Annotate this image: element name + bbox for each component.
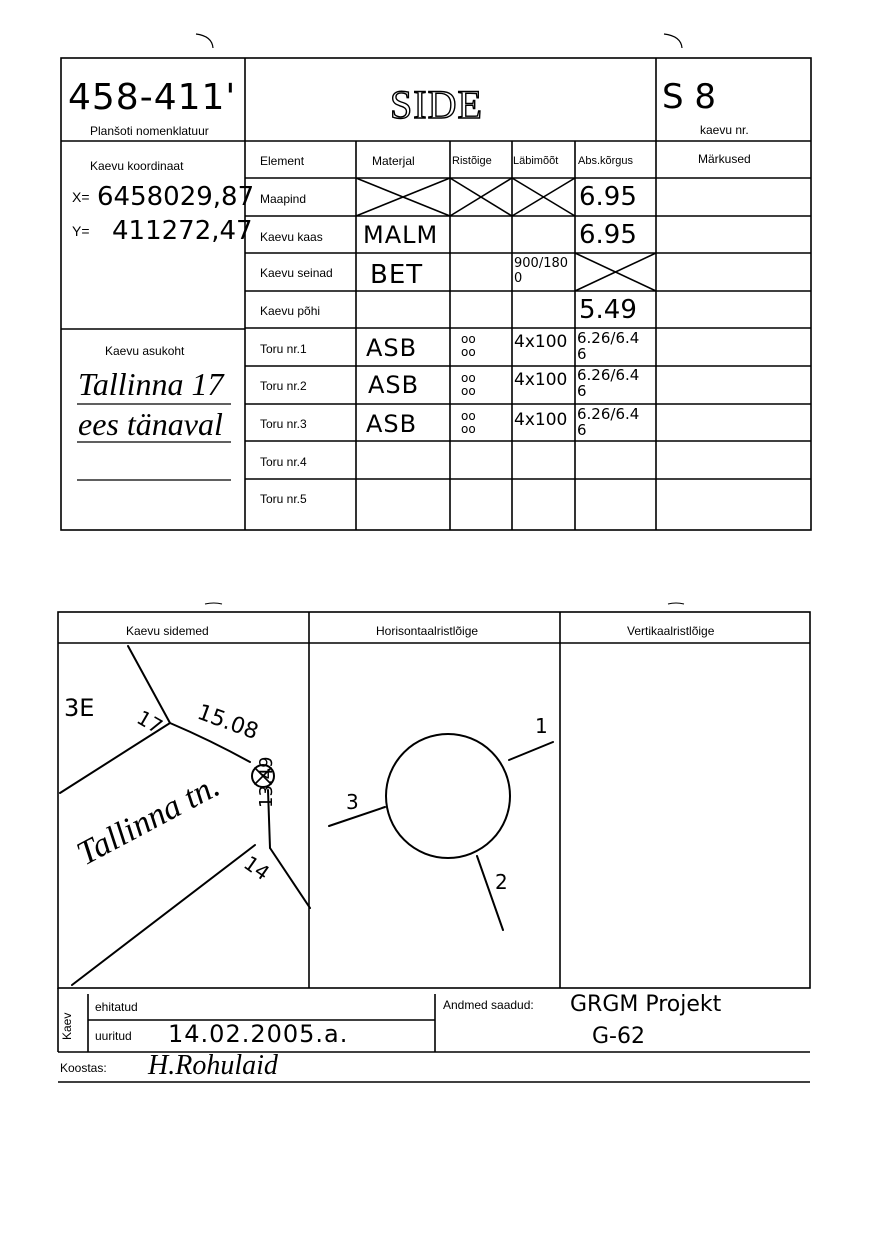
sketch-street-name: Tallinna tn. [71, 767, 226, 873]
header-diameter: Läbimõõt [513, 155, 559, 167]
row-element-label: Toru nr.3 [260, 417, 307, 431]
row-element-label: Kaevu seinad [260, 266, 333, 280]
row-element-label: Kaevu põhi [260, 304, 321, 318]
abs-value: 6.26/6.46 [577, 405, 640, 439]
material-value: MALM [363, 221, 439, 249]
diameter-value: 900/1800 [514, 256, 569, 286]
section-vertical-title: Vertikaalristlõige [627, 624, 715, 638]
row-element-label: Toru nr.2 [260, 379, 307, 393]
well-number-label: kaevu nr. [700, 123, 749, 137]
row-element-label: Maapind [260, 192, 307, 206]
header-cross-section: Ristõige [452, 155, 492, 167]
x-coordinate: 6458029,87 [97, 182, 255, 212]
pipe-label-1: 1 [535, 714, 548, 738]
sketch-label-1349: 13.49 [256, 756, 277, 808]
row-element-label: Toru nr.5 [260, 492, 307, 506]
coords-label: Kaevu koordinaat [90, 159, 184, 173]
data-source-code: G-62 [592, 1024, 645, 1049]
compiled-by: H.Rohulaid [148, 1050, 278, 1081]
data-source-value: GRGM Projekt [570, 992, 722, 1017]
abs-value: 6.26/6.46 [577, 329, 640, 363]
card-title: SIDE [390, 82, 483, 127]
x-prefix: X= [72, 189, 90, 205]
pipe-label-2: 2 [495, 870, 508, 894]
material-value: BET [370, 260, 424, 290]
side-label-kaev: Kaev [60, 1012, 74, 1040]
diameter-value: 4x100 [514, 410, 568, 430]
y-coordinate: 411272,47 [112, 216, 253, 246]
location-line2: ees tänaval [78, 406, 223, 442]
pipe-label-3: 3 [346, 790, 359, 814]
abs-value: 5.49 [579, 295, 637, 325]
diameter-value: 4x100 [514, 332, 568, 352]
abs-value: 6.95 [579, 220, 637, 250]
cross-section-value: oo oo [461, 332, 476, 359]
abs-value: 6.95 [579, 182, 637, 212]
abs-value: 6.26/6.46 [577, 366, 640, 400]
diameter-value: 4x100 [514, 370, 568, 390]
y-prefix: Y= [72, 223, 90, 239]
compiled-label: Koostas: [60, 1061, 107, 1075]
built-label: ehitatud [95, 1000, 138, 1014]
header-element: Element [260, 154, 305, 168]
well-number-value: S 8 [662, 77, 717, 117]
material-value: ASB [366, 334, 418, 362]
cross-section-value: oo oo [461, 371, 476, 398]
material-value: ASB [366, 410, 418, 438]
row-element-label: Toru nr.1 [260, 342, 307, 356]
header-abs-height: Abs.kõrgus [578, 155, 634, 167]
row-element-label: Kaevu kaas [260, 230, 323, 244]
sketch-label-17: 17 [132, 705, 167, 739]
location-label: Kaevu asukoht [105, 344, 185, 358]
location-line1: Tallinna 17 [78, 366, 224, 402]
surveyed-date: 14.02.2005.a. [168, 1020, 349, 1048]
surveyed-label: uuritud [95, 1029, 132, 1043]
sketch-label-3e: 3E [64, 694, 95, 722]
nomenclature-label: Planšoti nomenklatuur [90, 124, 209, 138]
section-horizontal-title: Horisontaalristlõige [376, 624, 479, 638]
section-links-title: Kaevu sidemed [126, 624, 209, 638]
header-material: Materjal [372, 154, 415, 168]
material-value: ASB [368, 371, 420, 399]
data-source-label: Andmed saadud: [443, 998, 534, 1012]
nomenclature-value: 458-411' [68, 77, 237, 118]
sketch-label-14: 14 [239, 850, 275, 886]
row-element-label: Toru nr.4 [260, 455, 307, 469]
header-notes: Märkused [698, 152, 751, 166]
cross-section-value: oo oo [461, 409, 476, 436]
sketch-label-1508: 15.08 [193, 700, 262, 746]
